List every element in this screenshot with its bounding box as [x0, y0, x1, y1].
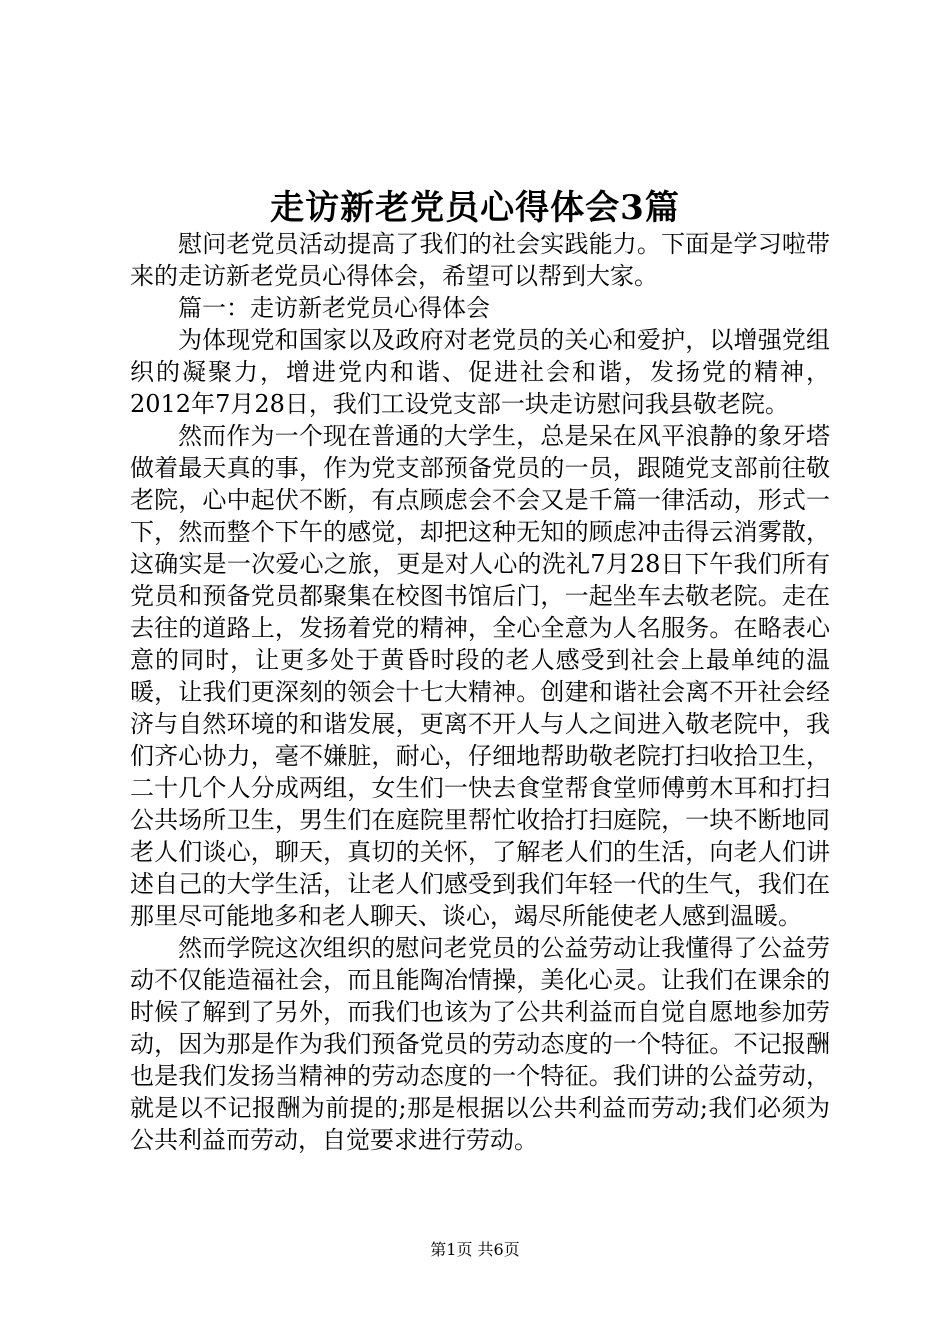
document-title: 走访新老党员心得体会3篇 [270, 188, 680, 228]
document-body [130, 228, 830, 1156]
body-paragraph-1: 为体现党和国家以及政府对老党员的关心和爱护，以增强党组织的凝聚力，增进党内和谐、促进社会和谐，发扬党的精神，2012年7月28日，我们工设党支部一块走访慰问我县敬老院。 [130, 326, 830, 418]
body-paragraph-2: 然而作为一个现在普通的大学生，总是呆在风平浪静的象牙塔做着最天真的事，作为党支部预备党员的一员，跟随党支部前往敬老院，心中起伏不断，有点顾虑会不会又是千篇一律活动，形式一下，然而整个下午的感觉，却把这种无知的顾虑冲击得云消雾散，这确实是一次爱心之旅，更是对人心的洗礼7月28日下午我们所有党员和预备党员都聚集在校图书馆后门，一起坐车去敬老院。走在去往的道路上，发扬着党的精神，全心全意为人名服务。在略表心意的同时，让更多处于黄昏时段的老人感受到社会上最单纯的温暖，让我们更深刻的领会十七大精神。创建和谐社会离不开社会经济与自然环境的和谐发展，更离不开人与人之间进入敬老院中，我们齐心协力，毫不嫌脏，耐心，仔细地帮助敬老院打扫收拾卫生，二十几个人分成两组，女生们一快去食堂帮食堂师傅剪木耳和打扫公共场所卫生，男生们在庭院里帮忙收拾打扫庭院，一块不断地同老人们谈心，聊天，真切的关怀，了解老人们的生活，向老人们讲述自己的大学生活，让老人们感受到我们年轻一代的生气，我们在那里尽可能地多和老人聊天、谈心，竭尽所能使老人感到温暖。 [130, 422, 830, 930]
section-heading: 篇一：走访新老党员心得体会 [178, 294, 490, 322]
body-paragraph-3: 然而学院这次组织的慰问老党员的公益劳动让我懂得了公益劳动不仅能造福社会，而且能陶冶情操，美化心灵。让我们在课余的时候了解到了另外，而我们也该为了公共利益而自觉自愿地参加劳动，因为那是作为我们预备党员的劳动态度的一个特征。不记报酬也是我们发扬当精神的劳动态度的一个特征。我们讲的公益劳动，就是以不记报酬为前提的;那是根据以公共利益而劳动;我们必须为公共利益而劳动，自觉要求进行劳动。 [130, 934, 830, 1154]
page-footer: 第1页 共6页 [430, 1240, 520, 1259]
intro-paragraph: 慰问老党员活动提高了我们的社会实践能力。下面是学习啦带来的走访新老党员心得体会，希望可以帮到大家。 [130, 230, 830, 290]
